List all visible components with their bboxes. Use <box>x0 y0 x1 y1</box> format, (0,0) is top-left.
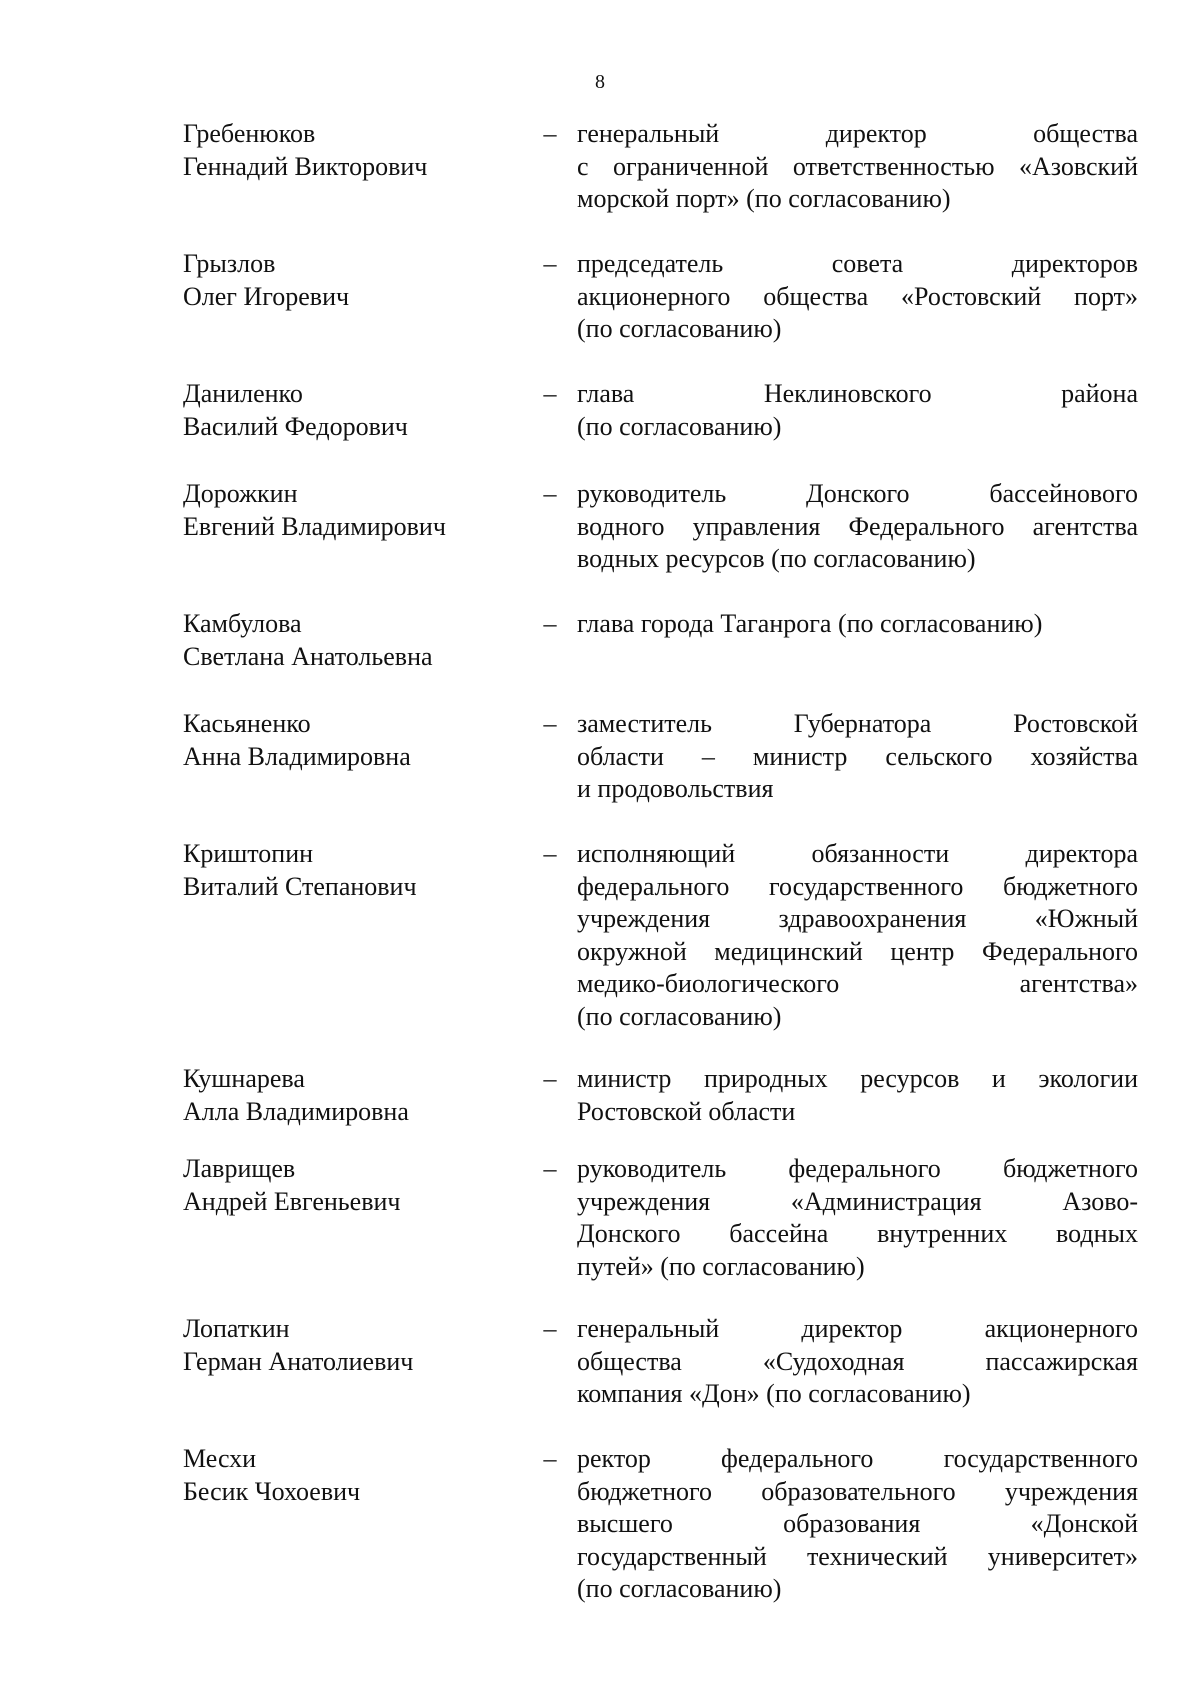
member-position <box>577 1063 1138 1128</box>
position-line: Донского бассейна внутренних водных <box>577 1219 1138 1248</box>
member-name <box>183 1063 523 1128</box>
position-line: и продовольствия <box>577 774 774 803</box>
position-line: ректор федерального государственного <box>577 1444 1138 1473</box>
separator-dash: – <box>543 1154 557 1183</box>
member-position <box>577 1313 1138 1411</box>
member-position <box>577 478 1138 576</box>
member-surname: Дорожкин <box>183 479 298 508</box>
member-position <box>577 608 1138 641</box>
position-line: области – министр сельского хозяйства <box>577 741 1138 771</box>
position-line: акционерного общества «Ростовский порт» <box>577 281 1138 311</box>
member-surname: Криштопин <box>183 839 314 868</box>
member-surname: Грызлов <box>183 249 276 278</box>
member-position <box>577 248 1138 346</box>
member-name <box>183 378 523 443</box>
position-line: министр природных ресурсов и экологии <box>577 1064 1138 1093</box>
position-line: федерального государственного бюджетного <box>577 871 1138 901</box>
member-position <box>577 118 1138 216</box>
position-line: заместитель Губернатора Ростовской <box>577 709 1138 738</box>
separator-dash: – <box>543 1314 557 1343</box>
position-line: водного управления Федерального агентства <box>577 511 1138 541</box>
position-line: учреждения здравоохранения «Южный <box>577 904 1138 933</box>
separator-dash: – <box>543 609 557 638</box>
member-given-names: Олег Игоревич <box>183 281 350 311</box>
position-line: учреждения «Администрация Азово- <box>577 1186 1138 1216</box>
separator-dash: – <box>543 479 557 508</box>
separator-dash: – <box>543 709 557 738</box>
separator-dash: – <box>543 1444 557 1473</box>
member-name <box>183 478 523 543</box>
position-line: общества «Судоходная пассажирская <box>577 1346 1138 1376</box>
separator-dash: – <box>543 839 557 868</box>
member-given-names: Василий Федорович <box>183 411 408 441</box>
position-line: руководитель Донского бассейнового <box>577 479 1138 508</box>
position-line: руководитель федерального бюджетного <box>577 1154 1138 1183</box>
member-position <box>577 378 1138 443</box>
position-line: (по согласованию) <box>577 411 782 441</box>
position-line: путей» (по согласованию) <box>577 1251 865 1281</box>
member-given-names: Андрей Евгеньевич <box>183 1186 401 1216</box>
member-surname: Касьяненко <box>183 709 311 738</box>
position-line: окружной медицинский центр Федерального <box>577 936 1138 966</box>
member-name <box>183 608 523 673</box>
position-line: с ограниченной ответственностью «Азовский <box>577 151 1138 181</box>
member-surname: Месхи <box>183 1444 257 1473</box>
member-surname: Гребенюков <box>183 119 316 148</box>
member-position <box>577 708 1138 806</box>
member-name <box>183 708 523 773</box>
member-given-names: Светлана Анатольевна <box>183 641 433 671</box>
position-line: (по согласованию) <box>577 314 782 343</box>
member-surname: Даниленко <box>183 379 303 408</box>
position-line: глава города Таганрога (по согласованию) <box>577 609 1043 638</box>
member-name <box>183 118 523 183</box>
member-surname: Камбулова <box>183 609 302 638</box>
position-line: компания «Дон» (по согласованию) <box>577 1379 971 1408</box>
member-position <box>577 838 1138 1033</box>
page-number: 8 <box>595 71 605 93</box>
position-line: (по согласованию) <box>577 1001 782 1031</box>
member-given-names: Евгений Владимирович <box>183 511 446 541</box>
position-line: председатель совета директоров <box>577 249 1138 278</box>
position-line: бюджетного образовательного учреждения <box>577 1476 1138 1506</box>
position-line: морской порт» (по согласованию) <box>577 184 951 213</box>
member-given-names: Алла Владимировна <box>183 1096 409 1126</box>
position-line: исполняющий обязанности директора <box>577 839 1138 868</box>
position-line: государственный технический университет» <box>577 1541 1138 1571</box>
member-position <box>577 1443 1138 1606</box>
member-surname: Лаврищев <box>183 1154 296 1183</box>
position-line: глава Неклиновского района <box>577 379 1138 408</box>
position-line: медико-биологического агентства» <box>577 969 1138 998</box>
separator-dash: – <box>543 119 557 148</box>
position-line: (по согласованию) <box>577 1574 782 1603</box>
member-given-names: Анна Владимировна <box>183 741 411 771</box>
member-given-names: Герман Анатолиевич <box>183 1346 414 1376</box>
member-name <box>183 1443 523 1508</box>
member-given-names: Виталий Степанович <box>183 871 417 901</box>
position-line: генеральный директор акционерного <box>577 1314 1138 1343</box>
separator-dash: – <box>543 249 557 278</box>
position-line: высшего образования «Донской <box>577 1509 1138 1538</box>
member-name <box>183 1313 523 1378</box>
separator-dash: – <box>543 379 557 408</box>
member-surname: Лопаткин <box>183 1314 290 1343</box>
separator-dash: – <box>543 1064 557 1093</box>
position-line: водных ресурсов (по согласованию) <box>577 544 976 573</box>
member-given-names: Геннадий Викторович <box>183 151 428 181</box>
position-line: генеральный директор общества <box>577 119 1138 148</box>
member-given-names: Бесик Чохоевич <box>183 1476 361 1506</box>
member-name <box>183 838 523 903</box>
member-name <box>183 248 523 313</box>
member-surname: Кушнарева <box>183 1064 305 1093</box>
position-line: Ростовской области <box>577 1096 796 1126</box>
member-name <box>183 1153 523 1218</box>
member-position <box>577 1153 1138 1283</box>
